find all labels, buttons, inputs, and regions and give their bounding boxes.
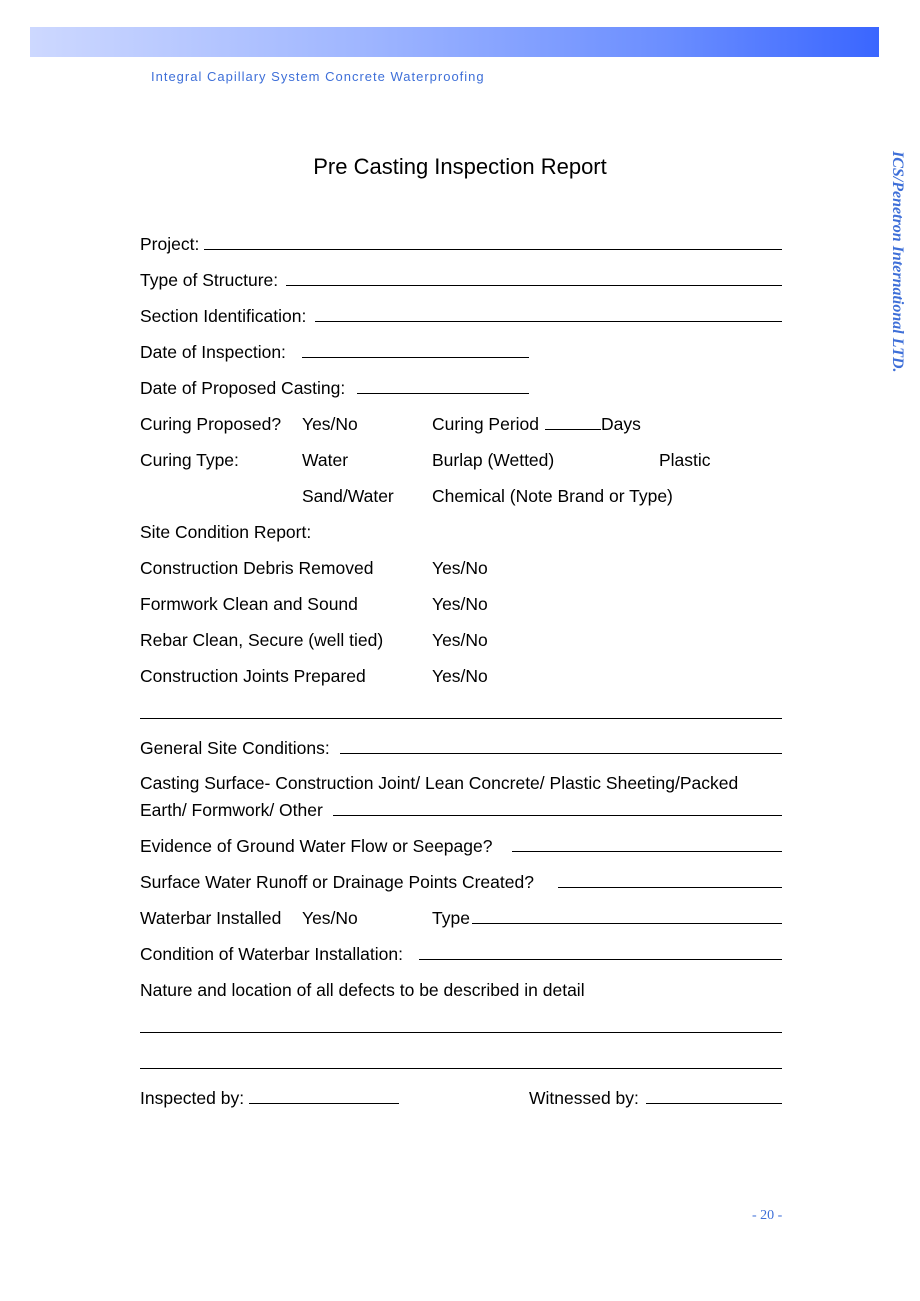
waterbar-condition-field[interactable] [419, 959, 782, 960]
page-number: - 20 - [752, 1208, 783, 1223]
surface-water-field[interactable] [558, 887, 782, 888]
curing-type-chemical[interactable]: Chemical (Note Brand or Type) [432, 486, 673, 506]
page-title: Pre Casting Inspection Report [313, 154, 607, 179]
header-subtitle: Integral Capillary System Concrete Waterproofing [151, 69, 485, 84]
site-condition-heading: Site Condition Report: [140, 522, 312, 542]
casting-surface-label: Casting Surface- Construction Joint/ Lean Concrete/ Plastic Sheeting/Packed [140, 773, 739, 793]
curing-type-label: Curing Type: [140, 450, 239, 470]
waterbar-condition-label: Condition of Waterbar Installation: [140, 944, 403, 964]
inspected-by-label: Inspected by: [140, 1088, 245, 1108]
curing-period-unit: Days [601, 414, 641, 434]
site-condition-item-options[interactable]: Yes/No [432, 558, 488, 578]
site-condition-item-label: Construction Debris Removed [140, 558, 374, 578]
inspected-by-field[interactable] [249, 1103, 399, 1104]
type-of-structure-field[interactable] [286, 285, 782, 286]
site-condition-item-label: Rebar Clean, Secure (well tied) [140, 630, 384, 650]
side-brand: ICS/Penetron International LTD. [889, 151, 906, 373]
waterbar-installed-label: Waterbar Installed [140, 908, 282, 928]
site-condition-item-label: Formwork Clean and Sound [140, 594, 358, 614]
witnessed-by-label: Witnessed by: [529, 1088, 639, 1108]
site-condition-item-options[interactable]: Yes/No [432, 630, 488, 650]
waterbar-installed-options[interactable]: Yes/No [302, 908, 358, 928]
curing-type-burlap[interactable]: Burlap (Wetted) [432, 450, 555, 470]
header-banner [30, 27, 879, 57]
ground-water-field[interactable] [512, 851, 782, 852]
project-label: Project: [140, 234, 200, 254]
waterbar-type-label: Type [432, 908, 470, 928]
defects-field-line-1[interactable] [140, 1032, 782, 1033]
defects-label: Nature and location of all defects to be described in detail [140, 980, 585, 1000]
type-of-structure-label: Type of Structure: [140, 270, 279, 290]
casting-surface-other-field[interactable] [333, 815, 782, 816]
ground-water-label: Evidence of Ground Water Flow or Seepage? [140, 836, 493, 856]
section-identification-field[interactable] [315, 321, 782, 322]
site-condition-item-options[interactable]: Yes/No [432, 594, 488, 614]
site-notes-field[interactable] [140, 718, 782, 719]
curing-proposed-label: Curing Proposed? [140, 414, 282, 434]
section-identification-label: Section Identification: [140, 306, 307, 326]
defects-field-line-2[interactable] [140, 1068, 782, 1069]
surface-water-label: Surface Water Runoff or Drainage Points Created? [140, 872, 534, 892]
date-of-inspection-field[interactable] [302, 357, 529, 358]
project-field[interactable] [204, 249, 782, 250]
date-of-proposed-casting-field[interactable] [357, 393, 529, 394]
witnessed-by-field[interactable] [646, 1103, 782, 1104]
general-site-conditions-label: General Site Conditions: [140, 738, 330, 758]
date-of-proposed-casting-label: Date of Proposed Casting: [140, 378, 346, 398]
site-condition-item-options[interactable]: Yes/No [432, 666, 488, 686]
site-condition-item-label: Construction Joints Prepared [140, 666, 366, 686]
curing-period-label: Curing Period [432, 414, 539, 434]
date-of-inspection-label: Date of Inspection: [140, 342, 286, 362]
curing-type-water[interactable]: Water [302, 450, 349, 470]
curing-proposed-options[interactable]: Yes/No [302, 414, 358, 434]
general-site-conditions-field[interactable] [340, 753, 782, 754]
curing-period-field[interactable] [545, 429, 601, 430]
waterbar-type-field[interactable] [472, 923, 782, 924]
curing-type-plastic[interactable]: Plastic [659, 450, 711, 470]
curing-type-sand-water[interactable]: Sand/Water [302, 486, 394, 506]
casting-surface-label-continued: Earth/ Formwork/ Other [140, 800, 323, 820]
